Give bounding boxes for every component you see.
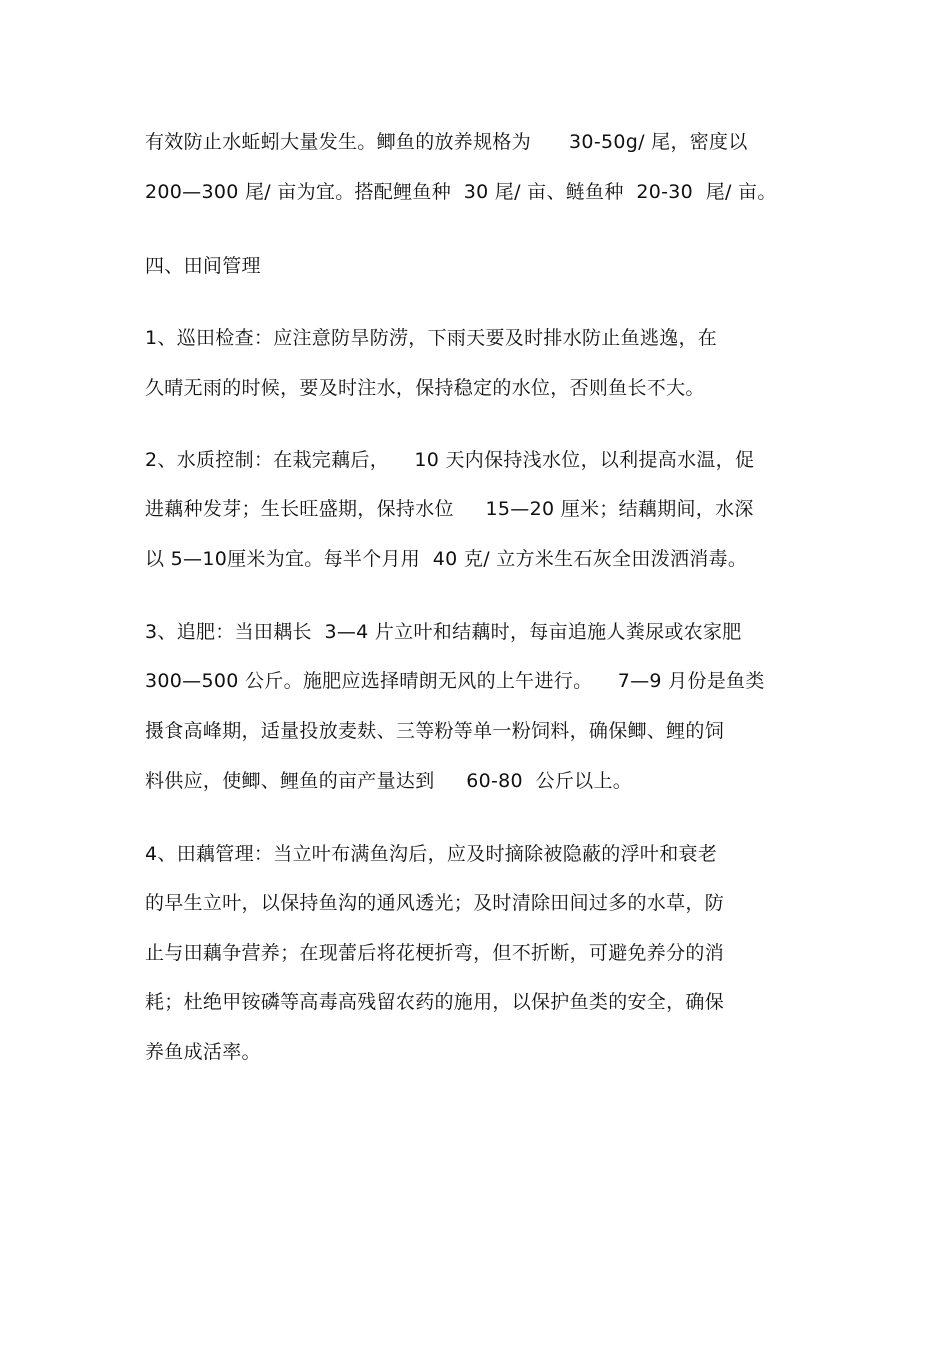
text-line: 料供应，使鲫、鲤鱼的亩产量达到 60-80 公斤以上。 — [145, 770, 633, 792]
text-line: 养鱼成活率。 — [145, 1041, 261, 1063]
text-line: 200—300 尾/ 亩为宜。搭配鲤鱼种 30 尾/ 亩、鲢鱼种 20-30 尾/ 亩。 — [145, 181, 777, 203]
text-line: 进藕种发芽；生长旺盛期，保持水位 15—20 厘米；结藕期间，水深 — [145, 498, 754, 520]
text-line: 3、追肥：当田耦长 3—4 片立叶和结藕时，每亩追施人粪尿或农家肥 — [145, 621, 742, 643]
text-line: 摄食高峰期，适量投放麦麸、三等粉等单一粉饲料，确保鲫、鲤的饲 — [145, 720, 725, 742]
text-line: 耗；杜绝甲铵磷等高毒高残留农药的施用，以保护鱼类的安全，确保 — [145, 991, 725, 1013]
text-line: 止与田藕争营养；在现蕾后将花梗折弯，但不折断，可避免养分的消 — [145, 942, 725, 964]
text-line: 有效防止水蚯蚓大量发生。鲫鱼的放养规格为 30-50g/ 尾，密度以 — [145, 131, 748, 153]
section-heading: 四、田间管理 — [145, 255, 261, 277]
text-line: 的早生立叶，以保持鱼沟的通风透光；及时清除田间过多的水草，防 — [145, 892, 725, 914]
text-line: 2、水质控制：在栽完藕后， 10 天内保持浅水位，以利提高水温，促 — [145, 449, 755, 471]
text-line: 以 5—10厘米为宜。每半个月用 40 克/ 立方米生石灰全田泼洒消毒。 — [145, 548, 748, 570]
text-line: 300—500 公斤。施肥应选择晴朗无风的上午进行。 7—9 月份是鱼类 — [145, 670, 765, 692]
text-line: 1、巡田检查：应注意防旱防涝，下雨天要及时排水防止鱼逃逸，在 — [145, 327, 718, 349]
text-line: 4、田藕管理：当立叶布满鱼沟后，应及时摘除被隐蔽的浮叶和衰老 — [145, 843, 718, 865]
text-line: 久晴无雨的时候，要及时注水，保持稳定的水位，否则鱼长不大。 — [145, 377, 705, 399]
